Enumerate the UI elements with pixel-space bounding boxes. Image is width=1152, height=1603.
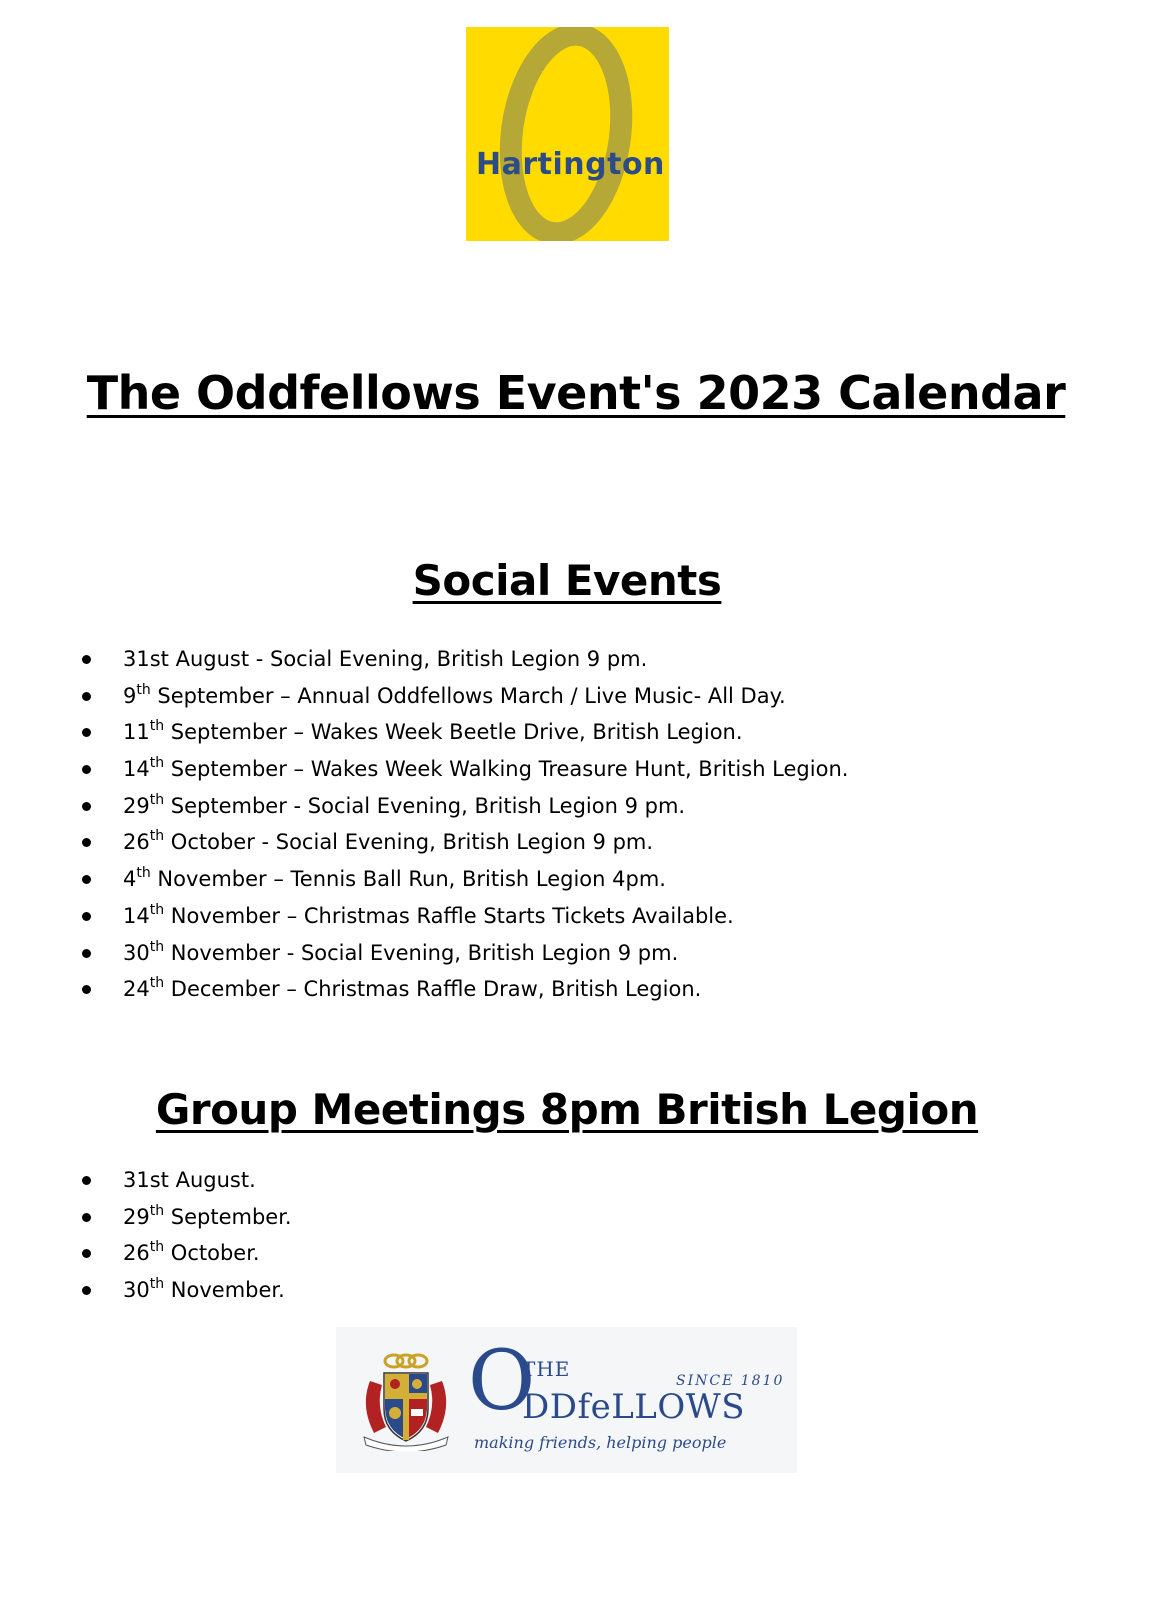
list-item: 29th September. bbox=[80, 1202, 292, 1239]
social-events-heading: Social Events bbox=[412, 556, 722, 605]
bullet-icon bbox=[82, 912, 91, 921]
list-item: 26th October. bbox=[80, 1238, 292, 1275]
list-item: 26th October - Social Evening, British Legion 9 pm. bbox=[80, 827, 848, 864]
page-title: The Oddfellows Event's 2023 Calendar bbox=[86, 366, 1066, 420]
bullet-icon bbox=[82, 838, 91, 847]
list-item: 30th November - Social Evening, British Legion 9 pm. bbox=[80, 938, 848, 975]
bullet-icon bbox=[82, 985, 91, 994]
list-item: 14th November – Christmas Raffle Starts Tickets Available. bbox=[80, 901, 848, 938]
oddfellows-logo bbox=[336, 1327, 797, 1473]
logo-since: SINCE 1810 bbox=[676, 1373, 785, 1389]
ring-zero-icon bbox=[466, 27, 669, 241]
social-events-list bbox=[80, 644, 848, 1011]
list-item: 14th September – Wakes Week Walking Treasure Hunt, British Legion. bbox=[80, 754, 848, 791]
list-item: 11th September – Wakes Week Beetle Drive, British Legion. bbox=[80, 717, 848, 754]
logo-big-o: O bbox=[468, 1334, 536, 1429]
list-item: 31st August. bbox=[80, 1165, 292, 1202]
list-item: 30th November. bbox=[80, 1275, 292, 1312]
bullet-icon bbox=[82, 1286, 91, 1295]
group-meetings-list bbox=[80, 1165, 292, 1312]
list-item: 9th September – Annual Oddfellows March / Live Music- All Day. bbox=[80, 681, 848, 718]
bullet-icon bbox=[82, 765, 91, 774]
list-item: 24th December – Christmas Raffle Draw, British Legion. bbox=[80, 974, 848, 1011]
logo-the: THE bbox=[522, 1357, 571, 1381]
bullet-icon bbox=[82, 949, 91, 958]
list-item: 4th November – Tennis Ball Run, British Legion 4pm. bbox=[80, 864, 848, 901]
bullet-icon bbox=[82, 692, 91, 701]
group-meetings-heading: Group Meetings 8pm British Legion bbox=[155, 1085, 979, 1134]
bullet-icon bbox=[82, 802, 91, 811]
logo-name: DDfeLLOWS bbox=[522, 1387, 745, 1427]
list-item: 29th September - Social Evening, British Legion 9 pm. bbox=[80, 791, 848, 828]
bullet-icon bbox=[82, 875, 91, 884]
hartington-logo bbox=[466, 27, 669, 241]
logo-tagline: making friends, helping people bbox=[474, 1433, 727, 1452]
bullet-icon bbox=[82, 1176, 91, 1185]
bullet-icon bbox=[82, 655, 91, 664]
bullet-icon bbox=[82, 1213, 91, 1222]
crest-icon bbox=[356, 1351, 456, 1451]
bullet-icon bbox=[82, 1249, 91, 1258]
bullet-icon bbox=[82, 728, 91, 737]
logo-wordmark: Hartington bbox=[476, 147, 665, 182]
list-item: 31st August - Social Evening, British Legion 9 pm. bbox=[80, 644, 848, 681]
